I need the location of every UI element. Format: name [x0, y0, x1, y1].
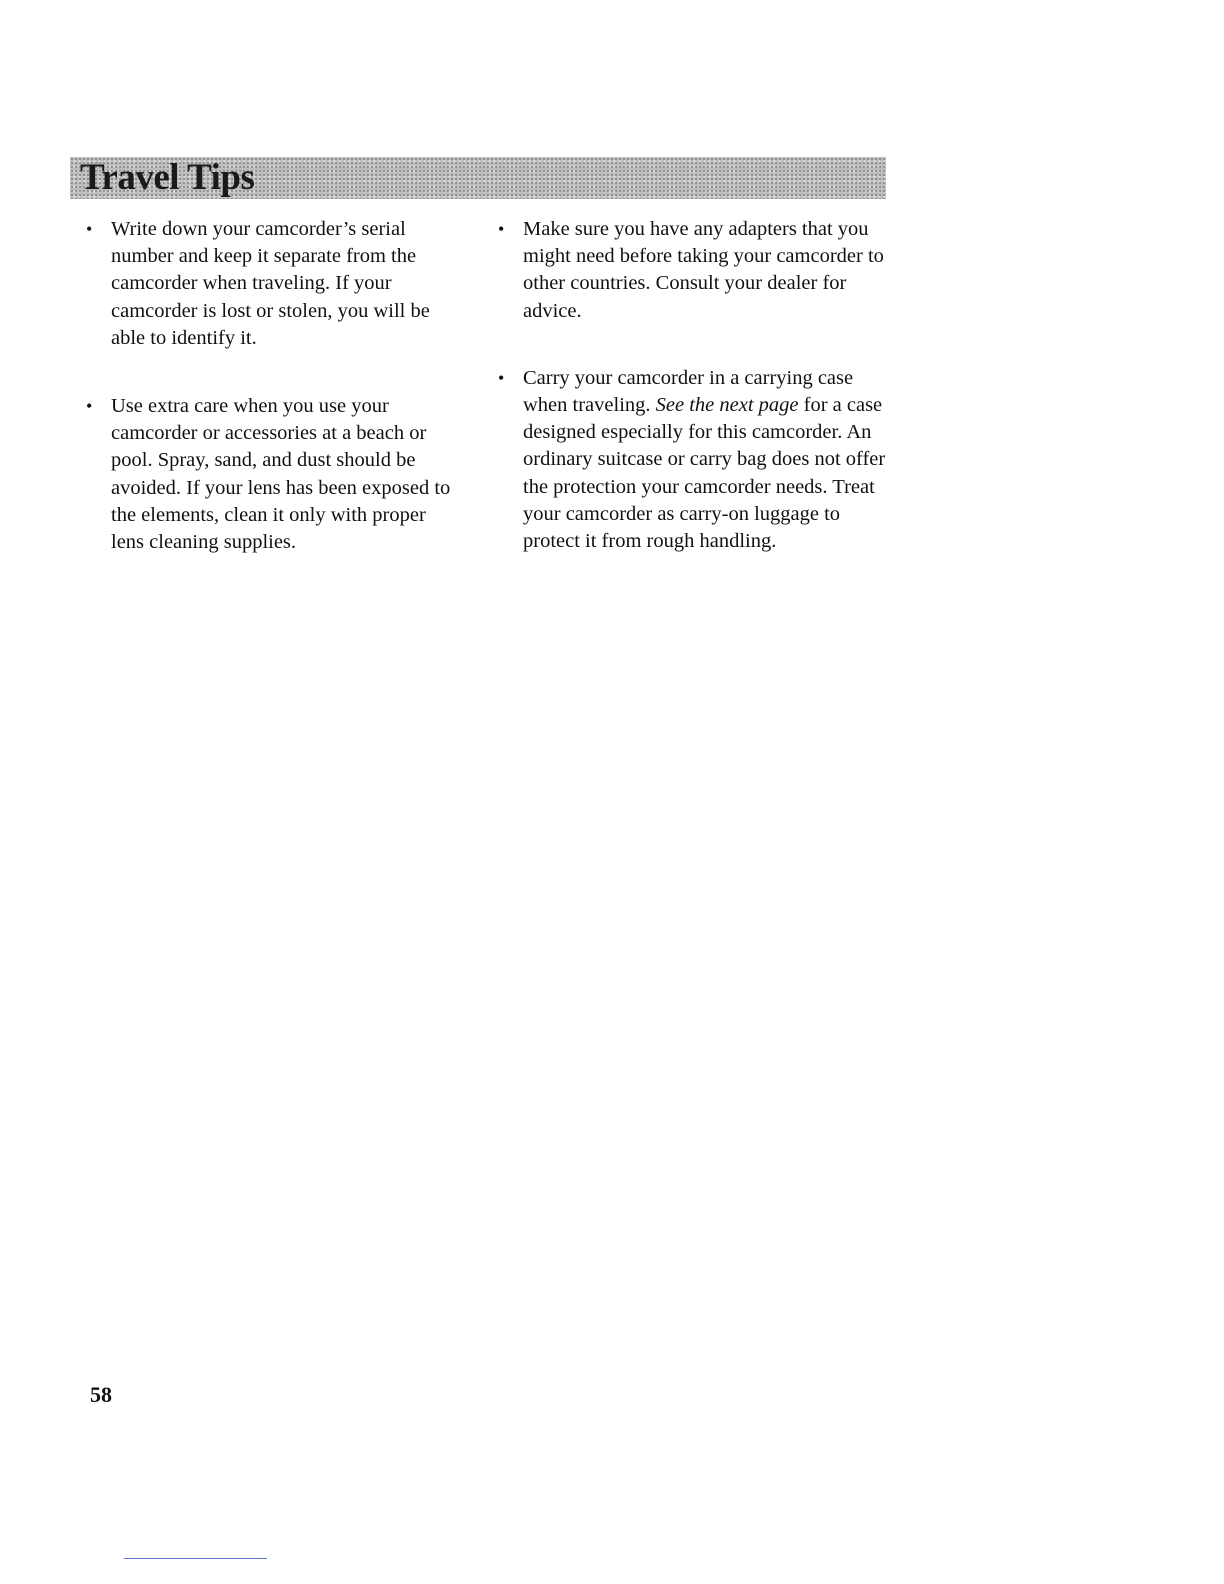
list-item-text: Make sure you have any adapters that you might need before taking your camcorder to other countries. Consult your dealer for advice. [523, 218, 884, 322]
bullet-icon: • [86, 396, 93, 417]
list-item-text: Use extra care when you use your camcorder or accessories at a beach or pool. Spray, sand, and dust should be avoided. If your lens has been exposed to the elements, clean it only with proper lens cleaning supplies. [111, 395, 451, 554]
footer-rule [124, 1558, 267, 1559]
list-item-text-start: Carry your camcorder in a carrying case when traveling. [523, 366, 854, 417]
page-number: 58 [90, 1382, 112, 1407]
list-item-text-end: for a case designed especially for this camcorder. An ordinary suitcase or carry bag does not offer the protection your camcorder needs. Treat your camcorder as carry-on luggage to protect it from rough handling. [523, 394, 886, 553]
list-item [84, 393, 456, 556]
section-header-band [70, 157, 886, 199]
section-title: Travel Tips [80, 157, 255, 198]
left-column [84, 216, 456, 556]
list-item-text: Write down your camcorder’s serial number and keep it separate from the camcorder when traveling. If your camcorder is lost or stolen, you will be able to identify it. [111, 218, 430, 349]
list-item [496, 365, 886, 555]
right-column [496, 216, 886, 555]
bullet-icon: • [86, 219, 93, 239]
list-item [84, 216, 456, 352]
bullet-icon: • [498, 219, 505, 239]
cross-reference: See the next page [655, 394, 799, 417]
list-item [496, 216, 886, 325]
bullet-icon: • [498, 367, 505, 388]
